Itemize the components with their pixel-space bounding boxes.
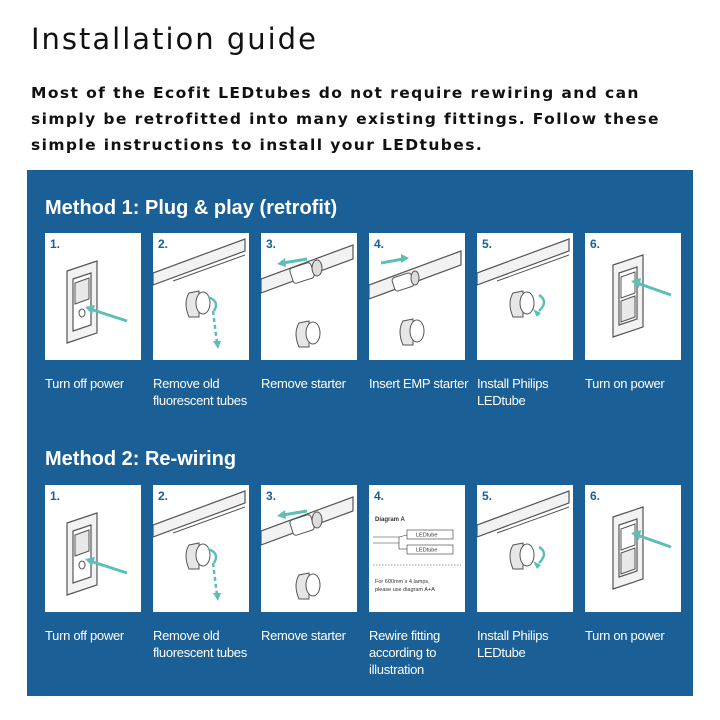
method-2-step-5	[477, 485, 573, 661]
method-1-step-6	[585, 233, 681, 392]
remove-tube-icon	[153, 233, 249, 360]
step-label: Remove old fluorescent tubes	[153, 376, 247, 408]
step-number: 4.	[374, 237, 385, 251]
diagram-tube-2-label: LEDtube	[416, 547, 438, 554]
step-label: Insert EMP starter	[369, 376, 469, 391]
method-2-step-6	[585, 485, 681, 644]
step-number: 1.	[50, 489, 61, 503]
step-number: 3.	[266, 489, 277, 503]
method-1-step-4	[369, 233, 469, 392]
method-2-step-1	[45, 485, 141, 644]
method-1-step-2	[153, 233, 249, 409]
install-led-tube-icon	[477, 233, 573, 360]
intro-text: Most of the Ecofit LEDtubes do not require rewiring and can simply be retrofitted into many existing fittings. Follow these simple instructions to install your LEDtubes.	[31, 84, 660, 154]
step-label: Remove old fluorescent tubes	[153, 628, 247, 660]
remove-starter-icon	[261, 233, 357, 360]
step-label: Remove starter	[261, 376, 346, 391]
step-number: 2.	[158, 489, 169, 503]
step-label: Turn off power	[45, 376, 124, 391]
step-number: 5.	[482, 489, 493, 503]
step-label: Rewire fitting according to illustration	[369, 628, 440, 677]
step-number: 4.	[374, 489, 385, 503]
step-number: 3.	[266, 237, 277, 251]
remove-tube-icon	[153, 485, 249, 612]
step-label: Turn on power	[585, 628, 665, 643]
diagram-tube-1-label: LEDtube	[416, 532, 438, 539]
step-number: 6.	[590, 237, 601, 251]
step-number: 1.	[50, 237, 61, 251]
step-number: 2.	[158, 237, 169, 251]
instructions-panel	[27, 170, 693, 696]
install-led-tube-icon	[477, 485, 573, 612]
method-2-step-2	[153, 485, 249, 661]
method-1-step-5	[477, 233, 573, 409]
switch-on-icon	[585, 233, 681, 360]
step-label: Remove starter	[261, 628, 346, 643]
switch-off-icon	[45, 233, 141, 360]
diagram-title: Diagram A	[375, 517, 405, 523]
method-1-title: Method 1: Plug & play (retrofit)	[45, 197, 338, 219]
step-label: Turn off power	[45, 628, 124, 643]
method-2-step-4	[369, 485, 465, 678]
insert-starter-icon	[369, 233, 465, 360]
switch-on-icon	[585, 485, 681, 612]
switch-off-icon	[45, 485, 141, 612]
wiring-diagram-icon	[369, 485, 465, 612]
page-title: Installation guide	[31, 22, 318, 56]
diagram-note-line-2: please use diagram A+A	[375, 587, 435, 593]
method-1-step-1	[45, 233, 141, 392]
method-2-title: Method 2: Re-wiring	[45, 448, 237, 470]
step-label: Install Philips LEDtube	[477, 628, 549, 660]
method-2-step-3	[261, 485, 357, 644]
remove-starter-icon	[261, 485, 357, 612]
diagram-note-line-1: For 600mm x 4 lamps,	[375, 579, 430, 585]
step-number: 6.	[590, 489, 601, 503]
step-label: Install Philips LEDtube	[477, 376, 549, 408]
method-1-step-3	[261, 233, 357, 392]
step-number: 5.	[482, 237, 493, 251]
step-label: Turn on power	[585, 376, 665, 391]
